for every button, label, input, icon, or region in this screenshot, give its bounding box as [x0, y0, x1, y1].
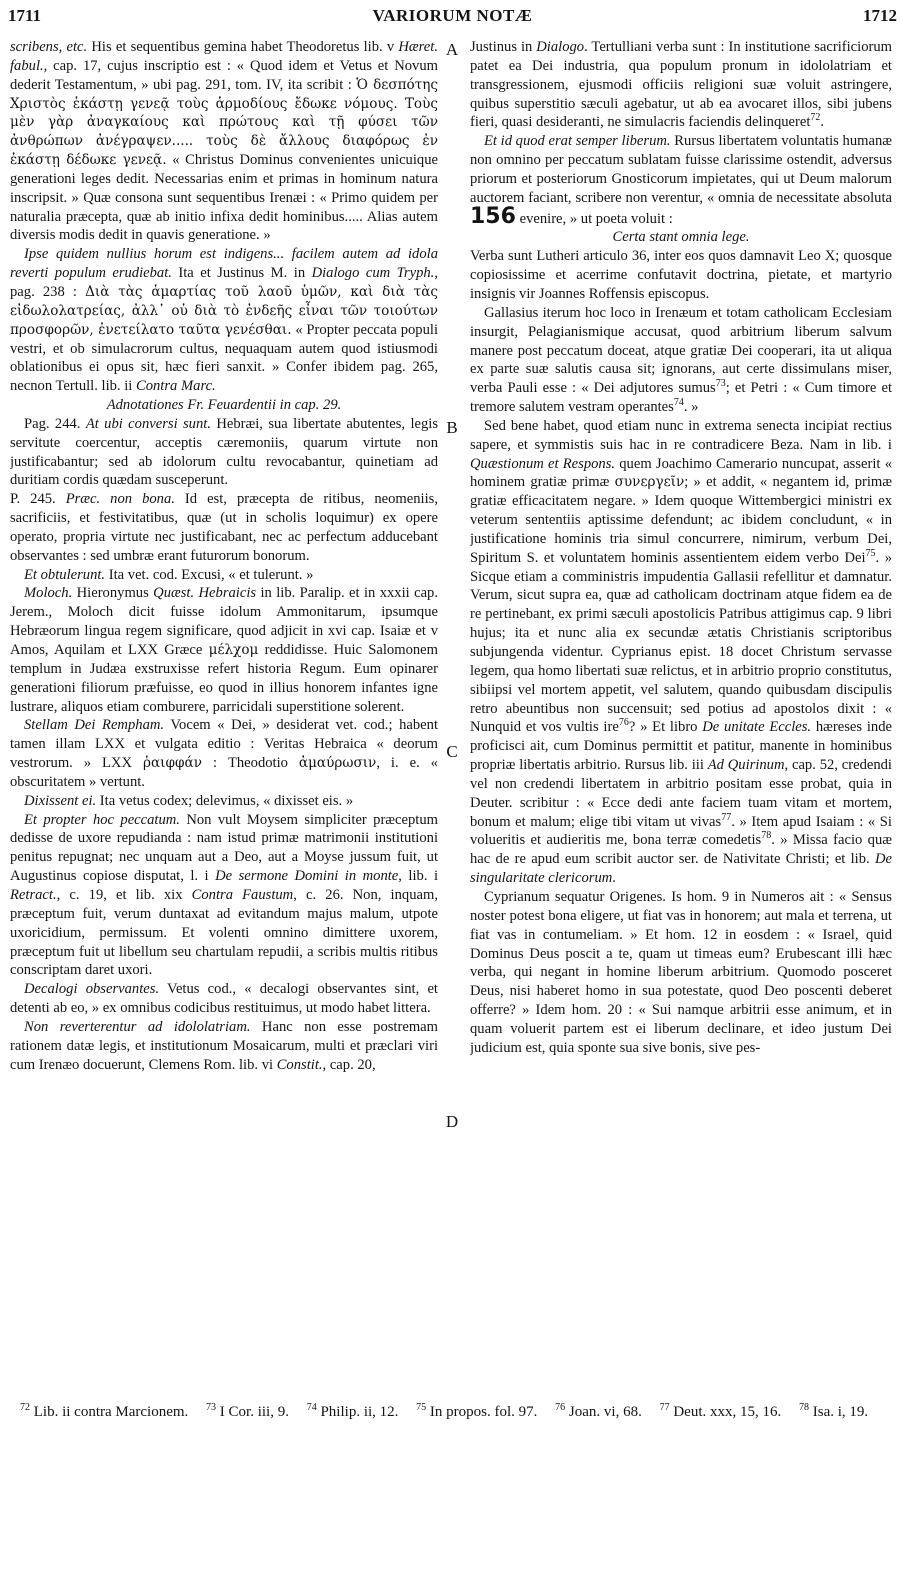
- footnote: [20, 1404, 188, 1420]
- text: : Theodotio: [201, 755, 299, 772]
- footnote-text: In propos. fol. 97.: [429, 1404, 538, 1420]
- paragraph: [10, 566, 438, 585]
- footnote-text: Lib. ii contra Marcionem.: [33, 1404, 189, 1420]
- title-ref: Retract.: [10, 886, 57, 903]
- title-ref: De sermone Domini in monte: [215, 868, 399, 885]
- paragraph: [10, 792, 438, 811]
- running-header: [0, 6, 905, 30]
- paragraph: [10, 245, 438, 396]
- footnote-ref: 77: [721, 811, 732, 823]
- text: Justinus in: [470, 39, 537, 55]
- text: quem Joachimo Camerario nuncupat, asserit « hominem gratiæ primæ: [470, 455, 892, 491]
- text: Ita et Justinus M. in: [171, 265, 312, 282]
- footnote-number: 76: [555, 1402, 566, 1413]
- footnote-text: Philip. ii, 12.: [320, 1404, 399, 1420]
- text: , cap. 20,: [322, 1056, 376, 1073]
- footnote-number: 77: [659, 1402, 670, 1413]
- greek-word: συνεργεῖν: [614, 474, 685, 491]
- footnote-number: 75: [416, 1402, 427, 1413]
- title-ref: Contra Marc.: [135, 378, 216, 395]
- paragraph: Verba sunt Lutheri articulo 36, inter eos quos damnavit Leo X; quosque copiosissime et acerrime confutavit doctrina, pietate, et martyrio insignis vir Joannes Roffensis episcopus.: [470, 248, 892, 302]
- text: , c. 19, et lib. xix: [56, 886, 192, 903]
- footnote-ref: 75: [865, 547, 876, 559]
- title-ref: Ad Quirinum: [707, 757, 785, 774]
- text: Hieronymus: [72, 585, 154, 602]
- text: hæreses inde proficisci ait, cum Dominus permittit et patitur, manente in hominibus propriæ libertatis arbitrio. Rursus lib. iii: [470, 719, 892, 774]
- margin-letter-d: D: [445, 1112, 459, 1131]
- footnote: [555, 1404, 642, 1420]
- footnote: [660, 1404, 782, 1420]
- lemma: Ipse quidem nullius horum est indigens... facilem autem ad idola reverti populum erudiebat.: [10, 246, 438, 282]
- text: .: [612, 870, 616, 887]
- lemma: Moloch.: [24, 585, 73, 602]
- text: ; » et addit, « negantem id, primæ gratiæ efficacitatem negare. » Idem quoque Wittembergici ministri ex veterum sententiis aptissime defendunt; ac ibidem concludunt, « in justificatione hominis tria simul concurrere, nimirum, verbum Dei, Spiritum S. et voluntatem hominis assentientem eidem verbo Dei: [470, 474, 892, 566]
- title-ref: De singularitate clericorum: [470, 851, 892, 887]
- text: , cap. 17, cujus inscriptio est : « Quod idem et Vetus et Novum dederit Testamentum, » ubi pag. 291, tom. IV, ita scribit :: [10, 57, 438, 93]
- paragraph: [470, 132, 892, 228]
- paragraph: [470, 304, 892, 417]
- running-title: VARIORUM NOTÆ: [372, 6, 533, 25]
- text: Hebræi, sua libertate abutentes, legis servitute coercentur, acceptis cæremoniis, quarum virtute non justificabantur; sed ab idolorum cultu revocabantur, quinetiam ad duritiam cordis quædam susceperunt.: [10, 415, 438, 489]
- footnote-text: I Cor. iii, 9.: [219, 1404, 289, 1420]
- footnote-ref: 74: [673, 397, 684, 409]
- text: Gallasius iterum hoc loco in Irenæum et totam catholicam Ecclesiam insurgit, Pelagianismique accusat, quod arbitrium liberum salvum manere post peccatum doceat, atque gratiæ Dei cooperari, ita ut aliqua ex parte suæ salutis causa sit; ignorans, aut certe dissimulans miser, verba Pauli esse : « Dei adjutores sumus: [470, 304, 892, 397]
- text: « Christus Dominus convenientes unicuique generationi leges dedit. Necessarias enim et primas in hominum natura inscripsit. » Quæ consona sunt sequentibus Irenæi : « Primo quidem per naturalia præcepta, quæ ab initio infixa dedit hominibus..... Alias autem diversis modis dedit in quavis generatione. »: [10, 152, 438, 244]
- footnote-ref: 73: [715, 378, 726, 390]
- footnote-text: Joan. vi, 68.: [568, 1404, 642, 1420]
- text: , c. 26. Non, inquam, præceptum fuit, verum duntaxat ad evitandum majus malum, utpote uxoricidium, permissum. Et volenti omnino dimittere uxorem, præceptum fuit ut libellum seu chartulam repudii, a scribis multis ritibus conscriptam daret uxori.: [10, 886, 438, 979]
- margin-number: 156: [470, 203, 516, 229]
- paragraph: [10, 811, 438, 981]
- paragraph: [10, 38, 438, 245]
- paragraph: [10, 1018, 438, 1075]
- footnote-number: 73: [206, 1402, 217, 1413]
- text: evenire, » ut poeta voluit :: [515, 210, 673, 227]
- text: Ita vet. cod. Excusi, « et tulerunt. »: [105, 566, 314, 583]
- lemma: Et id quod erat semper liberum.: [484, 133, 671, 150]
- text: His et sequentibus gemina habet Theodoretus lib. v: [87, 39, 399, 55]
- lemma: Stellam Dei Rempham.: [24, 717, 165, 734]
- footnote-text: Isa. i, 19.: [812, 1404, 869, 1420]
- greek-quote: Διὰ τὰς ἁμαρτίας τοῦ λαοῦ ὑμῶν, καὶ διὰ τὰς εἰδωλολατρείας, ἀλλ᾽ οὐ διὰ τὸ ἐνδεῆς εἶναι τῶν τοιούτων προσφορῶν, ἐνετείλατο ταῦτα γενέσθαι.: [10, 283, 438, 338]
- greek-word: μέλχομ: [208, 642, 259, 658]
- paragraph: [10, 980, 438, 1018]
- lemma: Decalogi observantes.: [24, 981, 160, 998]
- text: , lib. i: [398, 868, 438, 885]
- greek-quote: Ὁ δεσπότης Χριστὸς ἑκάστῃ γενεᾷ τοὺς ἁρμοδίους ἔδωκε νόμους. Τοὺς μὲν γὰρ ἀναγκαίους καὶ πρώτους καὶ τῇ φύσει τῶν ἀνθρώπων ἀνέγραψεν..... τοὺς δὲ ἄλλους διαφόρως ἐν ἑκάστῃ δέδωκε γενεᾷ.: [10, 76, 438, 169]
- footnote: [416, 1404, 537, 1420]
- greek-word: ἀμαύρωσιν: [298, 755, 377, 772]
- greek-word: ῥαιφφάν: [143, 755, 202, 772]
- page-number-right: 1712: [863, 6, 897, 25]
- paragraph: [470, 38, 892, 132]
- section-heading: [10, 396, 438, 415]
- text: Sed bene habet, quod etiam nunc in extrema senecta incipiat rectius sapere, et symmistis suis hac in re contradicere Beza. Nam in lib. i: [470, 417, 892, 453]
- lemma: Dixissent ei.: [24, 792, 97, 809]
- lemma: Præc. non bona.: [65, 491, 175, 508]
- margin-letter-b: B: [446, 418, 458, 437]
- text: Vetus cod., « decalogi observantes sint, et detenti ab eo, » ex omnibus codicibus restituimus, ut modo habet littera.: [10, 981, 438, 1017]
- paragraph: [470, 417, 892, 888]
- text: P. 245.: [10, 491, 66, 508]
- text: Rursus libertatem voluntatis humanæ non omnino per peccatum sublatam fuisse clarissime ostendit, adversus priorum et posteriorum Gnosticorum impietates, qui ut Deum malorum auctorem faciant, scribere non verentur, « omnia de necessitate absoluta: [470, 133, 892, 206]
- title-ref: Constit.: [276, 1056, 323, 1073]
- text: , cap. 52, credendi vel non credendi libertatem in arbitrio positam esse probat, quia in Deuter. scribitur : « Ecce dedi ante faciem tuam vitam et mortem, bonum et malum; elige tibi vitam ut vivas: [470, 757, 892, 830]
- text: . » Sicque etiam a comministris impudentia Gallasii refellitur et damnatur. Verum, sicut supra ea, quæ ad catholicam doctrinam atque fidem ea de re pertinebant, ex primi sæculi apostolicis Patribus attigimus cap. 9 libri hujus; ita et nunc alia ex secundæ ætatis Christianis scriptoribus subjungenda videntur. Cyprianus epist. 18 docet Christum servasse legem, qua homo libertati suæ relictus, et in arbitrio proprio constitutus, sibiipsi vel mortem appetit, vel salutem, quando quibusdam discipulis retro abeuntibus non succensuit; sed potius ad apostolos dixit : « Nunquid et vos vultis ire: [470, 549, 892, 736]
- text: « Propter peccata populi vestri, et ob simulacrorum cultus, nequaquam autem quod istiusmodi oblationibus ei opus sit, hæc fieri sanxit. » Confer ibidem pag. 265, necnon Tertull. lib. ii: [10, 321, 438, 395]
- paragraph: [10, 716, 438, 791]
- text: ; et Petri : « Cum timore et tremore salutem vestram operantes: [470, 380, 892, 416]
- title-ref: De unitate Eccles.: [702, 719, 812, 736]
- lemma: At ubi conversi sunt.: [85, 415, 211, 432]
- footnote: [307, 1404, 399, 1420]
- margin-letter-a: A: [445, 40, 459, 59]
- title-ref: Dialogo: [536, 39, 585, 55]
- text: .: [820, 114, 825, 131]
- footnote-number: 78: [799, 1402, 809, 1413]
- lemma: Et propter hoc peccatum.: [24, 811, 180, 828]
- text: , pag. 238 :: [10, 265, 438, 300]
- lemma: scribens, etc.: [10, 39, 88, 55]
- paragraph: Cyprianum sequatur Origenes. Is hom. 9 in Numeros ait : « Sensus noster potest bona eligere, ut fiat vas in honorem; aut mala et terrena, ut fiat vas in contumeliam. » Et hom. 12 in eosdem : « Israel, quid Dominus Deus poscit a te, quam ut timeas eum? Erubescant illi hæc verba, qui negant in homine liberum arbitrium. Quomodo posceret Deus, nisi haberet homo in sua potestate, quod Deo poscenti deberet offerre? » Idem hom. 20 : « Sui namque arbitrii esse animum, et in quam voluerit partem est ei liberum declinare, et ideo justum Dei judicium est, quia sponte sua sive bonis, sive pes-: [470, 888, 892, 1056]
- text: . » Item apud Isaiam : « Si volueritis et audieritis me, bona terræ comedetis: [470, 813, 892, 849]
- verse-text: Certa stant omnia lege.: [612, 229, 750, 246]
- text: in lib. Paralip. et in xxxii cap. Jerem., Moloch dicit fuisse idolum Ammonitarum, ipsumque Hebræorum lingua regem significare, quod adjicit in xvi cap. Isaiæ et v Amos, Aquilam et LXX Græce: [10, 585, 438, 658]
- paragraph: [10, 415, 438, 490]
- title-ref: Contra Faustum: [191, 886, 294, 903]
- footnote-ref: 76: [618, 717, 629, 729]
- text: ? » Et libro: [628, 719, 703, 736]
- footnote-number: 74: [306, 1402, 317, 1413]
- paragraph: [10, 584, 438, 716]
- margin-letter-c: C: [446, 742, 458, 761]
- title-ref: Hæret. fabul.: [10, 39, 438, 74]
- text: , i. e. « obscuritatem » vertunt.: [10, 755, 438, 790]
- footnotes: [20, 1402, 890, 1422]
- footnote-ref: 72: [810, 112, 821, 124]
- text: Vocem « Dei, » desiderat vet. cod.; habent tamen illam LXX et vulgata editio : Veritas Hebraica « deorum vestrorum. » LXX: [10, 717, 438, 772]
- text: Id est, præcepta de ritibus, neomeniis, sacrificiis, et festivitatibus, quæ (ut in scholis loquimur) ex opere operato, propria virtute nec justificabant, nec ac perfectum adducebant observantes : sed umbræ erant futurorum bonorum.: [10, 491, 438, 564]
- text: . Tertulliani verba sunt : In institutione sacrificiorum patet ea Dei industria, qua populum pronum in idololatriam et transgressionem, ejusmodi officiis religioni suæ voluit astringere, quibus superstitio sæculi agebatur, ut ab ea avocaret illos, sibi jubens fieri, quasi desideranti, ne simulacris faciendis delinqueret: [470, 39, 892, 131]
- footnote: [799, 1404, 868, 1420]
- text: Hanc non esse postremam rationem datæ legis, et institutionum Mosaicarum, multi et præclari viri cum Irenæo docuerunt, Clemens Rom. lib. vi: [10, 1018, 438, 1073]
- text: Pag. 244.: [24, 415, 86, 432]
- right-column: [470, 38, 892, 1390]
- text: . »: [683, 399, 699, 416]
- page-number-left: 1711: [8, 6, 42, 25]
- title-ref: Quæstionum et Respons.: [470, 455, 616, 472]
- text: Non vult Moysem simpliciter præceptum dedisse de uxore repudianda : nam istud primæ matrimonii institutioni penitus repugnat; nec unquam aut a Deo, aut a Moyse jussum fuit, ut Augustinus copiose disputat, l. i: [10, 811, 438, 885]
- paragraph: [10, 490, 438, 565]
- heading-text: Adnotationes Fr. Feuardentii in cap. 29.: [106, 397, 342, 414]
- lemma: Non reverterentur ad idololatriam.: [24, 1018, 251, 1035]
- footnote-number: 72: [20, 1402, 30, 1413]
- title-ref: Dialogo cum Tryph.: [311, 265, 435, 282]
- footnote-text: Deut. xxx, 15, 16.: [673, 1404, 782, 1420]
- text: . » Missa facio quæ hac de re apud eum scribit auctor ser. de Nativitate Christi; et lib.: [470, 832, 892, 868]
- lemma: Et obtulerunt.: [24, 566, 106, 583]
- verse-quote: [470, 228, 892, 247]
- text: Ita vetus codex; delevimus, « dixisset eis. »: [96, 792, 354, 809]
- left-column: [10, 38, 438, 1390]
- title-ref: Quæst. Hebraicis: [153, 585, 257, 602]
- footnote-ref: 78: [761, 830, 772, 842]
- text: reddidisse. Huic Salomonem templum in Judæa exstruxisse refert historia Regum. Eum opinarer generationi filiorum præfuisse, eo quod in illius honorem infantes igne lustrare, aliquos etiam comburere, parricidali superstitione solerent.: [10, 642, 438, 715]
- footnote: [206, 1404, 289, 1420]
